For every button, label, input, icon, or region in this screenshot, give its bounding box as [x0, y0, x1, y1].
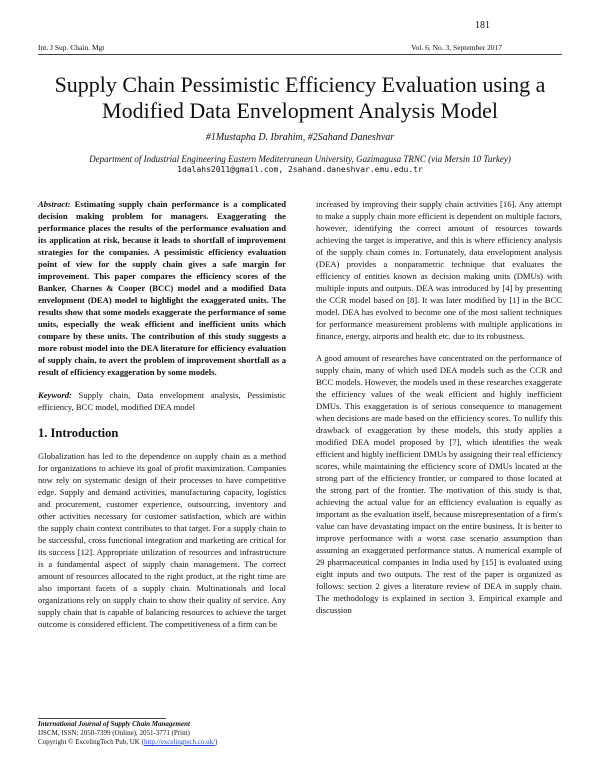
paper-title: Supply Chain Pessimistic Efficiency Evaluation using a Modified Data Envelopment Analysis Model [54, 72, 546, 123]
affiliation: Department of Industrial Engineering Eastern Mediterranean University, Gazimagusa TRNC (via Mersin 10 Turkey) [89, 154, 511, 164]
left-column [38, 198, 286, 630]
abstract-text: Estimating supply chain performance is a complicated decision making problem for managers. Exaggerating the performance places the results of the performance evaluation and its application at risk, because it leads to shortfall of improvement strategies for the companies. A pessimistic efficiency evaluation point of view for the supply chain gives a safe margin for improvement. This paper compares the efficiency scores of the Banker, Charnes & Cooper (BCC) model and a modified Data envelopment (DEA) model to highlight the exaggerated units. The results show that some models exaggerate the performance of some units, especially the weak efficient and inefficient units which compare by these units. The contribution of this study suggests a more robust model into the DEA literature for efficiency evaluation of supply chain, to avert the problem of improvement shortfall as a result of efficiency exaggeration by some models. [38, 199, 287, 377]
keywords-text: Supply chain, Data envelopment analysis, Pessimistic efficiency, BCC model, modified DEA model [38, 390, 286, 412]
publisher-link[interactable]: http://excelingtech.co.uk/ [143, 738, 216, 746]
keywords [38, 389, 286, 413]
right-paragraph-2: A good amount of researches have concentrated on the performance of supply chain, many of which used DEA models such as the CCR and BCC models. However, the models used in these researches exaggerate the efficiency values of the weak efficient and highly inefficient DMUs. This exaggeration is of serious consequence to management when decisions are made based on the efficiency scores. To nullify this drawback of exaggeration by these models, this study applies a modified DEA model proposed by [7], which identifies the weak efficient and highly inefficient DMUs by assigning their real efficiency scores, while maintaining the efficiency score of DMUs located at the strong part of the efficiency frontier, or compared to those located at the strong part of the frontier. The motivation of this study is that, achieving the actual value for an efficiency evaluation is equally as important as the evaluation itself, because misrepresentation of a firm's value can have devastating impact on the entire business. It is better to improve performance with a worst case scenario assumption than assuming an exaggerated performance status. A numerical example of 29 pharmaceutical companies in India used by [15] is evaluated using eight inputs and two outputs. The rest of the paper is organized as follows: section 2 gives a literature review of DEA in supply chain. The methodology is explained in section 3. Empirical example and discussion [316, 353, 562, 615]
authors: #1Mustapha D. Ibrahim, #2Sahand Daneshvar [205, 132, 395, 143]
page-number: 181 [475, 20, 490, 31]
running-header-volume: Vol. 6, No. 3, September 2017 [411, 43, 502, 52]
abstract-label: Abstract: [38, 199, 71, 209]
header-divider [38, 54, 562, 55]
author-emails: 1dalahs2011@gmail.com, 2sahand.daneshvar.emu.edu.tr [177, 165, 423, 174]
keywords-label: Keyword: [38, 390, 72, 400]
footer-copyright [38, 738, 217, 747]
abstract [38, 198, 286, 378]
intro-paragraph-1: Globalization has led to the dependence on supply chain as a method for organizations to achieve its goal of profit maximization. Companies now rely on systematic design of their processes to have competitive edge. Supply and demand activities, manufacturing capacity, logistics and procurement, customer experience, outsourcing, inventory and other activities necessary for customer satisfaction, which are within the supply chain context contributes to that target. For a supply chain to be successful, cross functional integration and marketing are critical for its success [12]. Appropriate utilization of resources and infrastructure is a fundamental aspect of supply chain management. The correct amount of resources allocated to the right product, at the right time are also important facets of a supply chain. Multinationals and local organizations rely on supply chain to show their quality of service. Any supply chain that is capable of balancing resources to achieve the target outcome is considered efficient. The competitiveness of a firm can be [38, 451, 286, 629]
copyright-close: ) [215, 738, 218, 746]
section-heading-introduction: 1. Introduction [38, 426, 119, 440]
footer-journal: International Journal of Supply Chain Management [38, 720, 190, 728]
right-paragraph-1: increased by improving their supply chain activities [16]. Any attempt to make a supply chain more efficient is dependent on multiple factors, however, identifying the correct amount of resources towards achieving the target is imperative, and this is where efficiency analysis of the supply chain comes in. Fortunately, data envelopment analysis (DEA) provides a nonparametric technique that evaluates the efficiency of entities known as decision making units (DMUs) with multiple inputs and outputs. DEA was introduced by [4] by presenting the CCR model based on [8]. It was later modified by [1] in the BCC model. DEA has evolved to become one of the most salient techniques for performance measurement problems with multiple applications in finance, energy, airports and health etc. due to its robustness. [316, 199, 562, 341]
running-header-journal: Int. J Sup. Chain. Mgt [38, 43, 105, 52]
right-column [316, 198, 562, 616]
footer-divider [38, 718, 166, 719]
footer-issn: IJSCM, ISSN: 2050-7399 (Online), 2051-3771 (Print) [38, 729, 190, 737]
copyright-text: Copyright © ExcelingTech Pub, UK ( [38, 738, 144, 746]
